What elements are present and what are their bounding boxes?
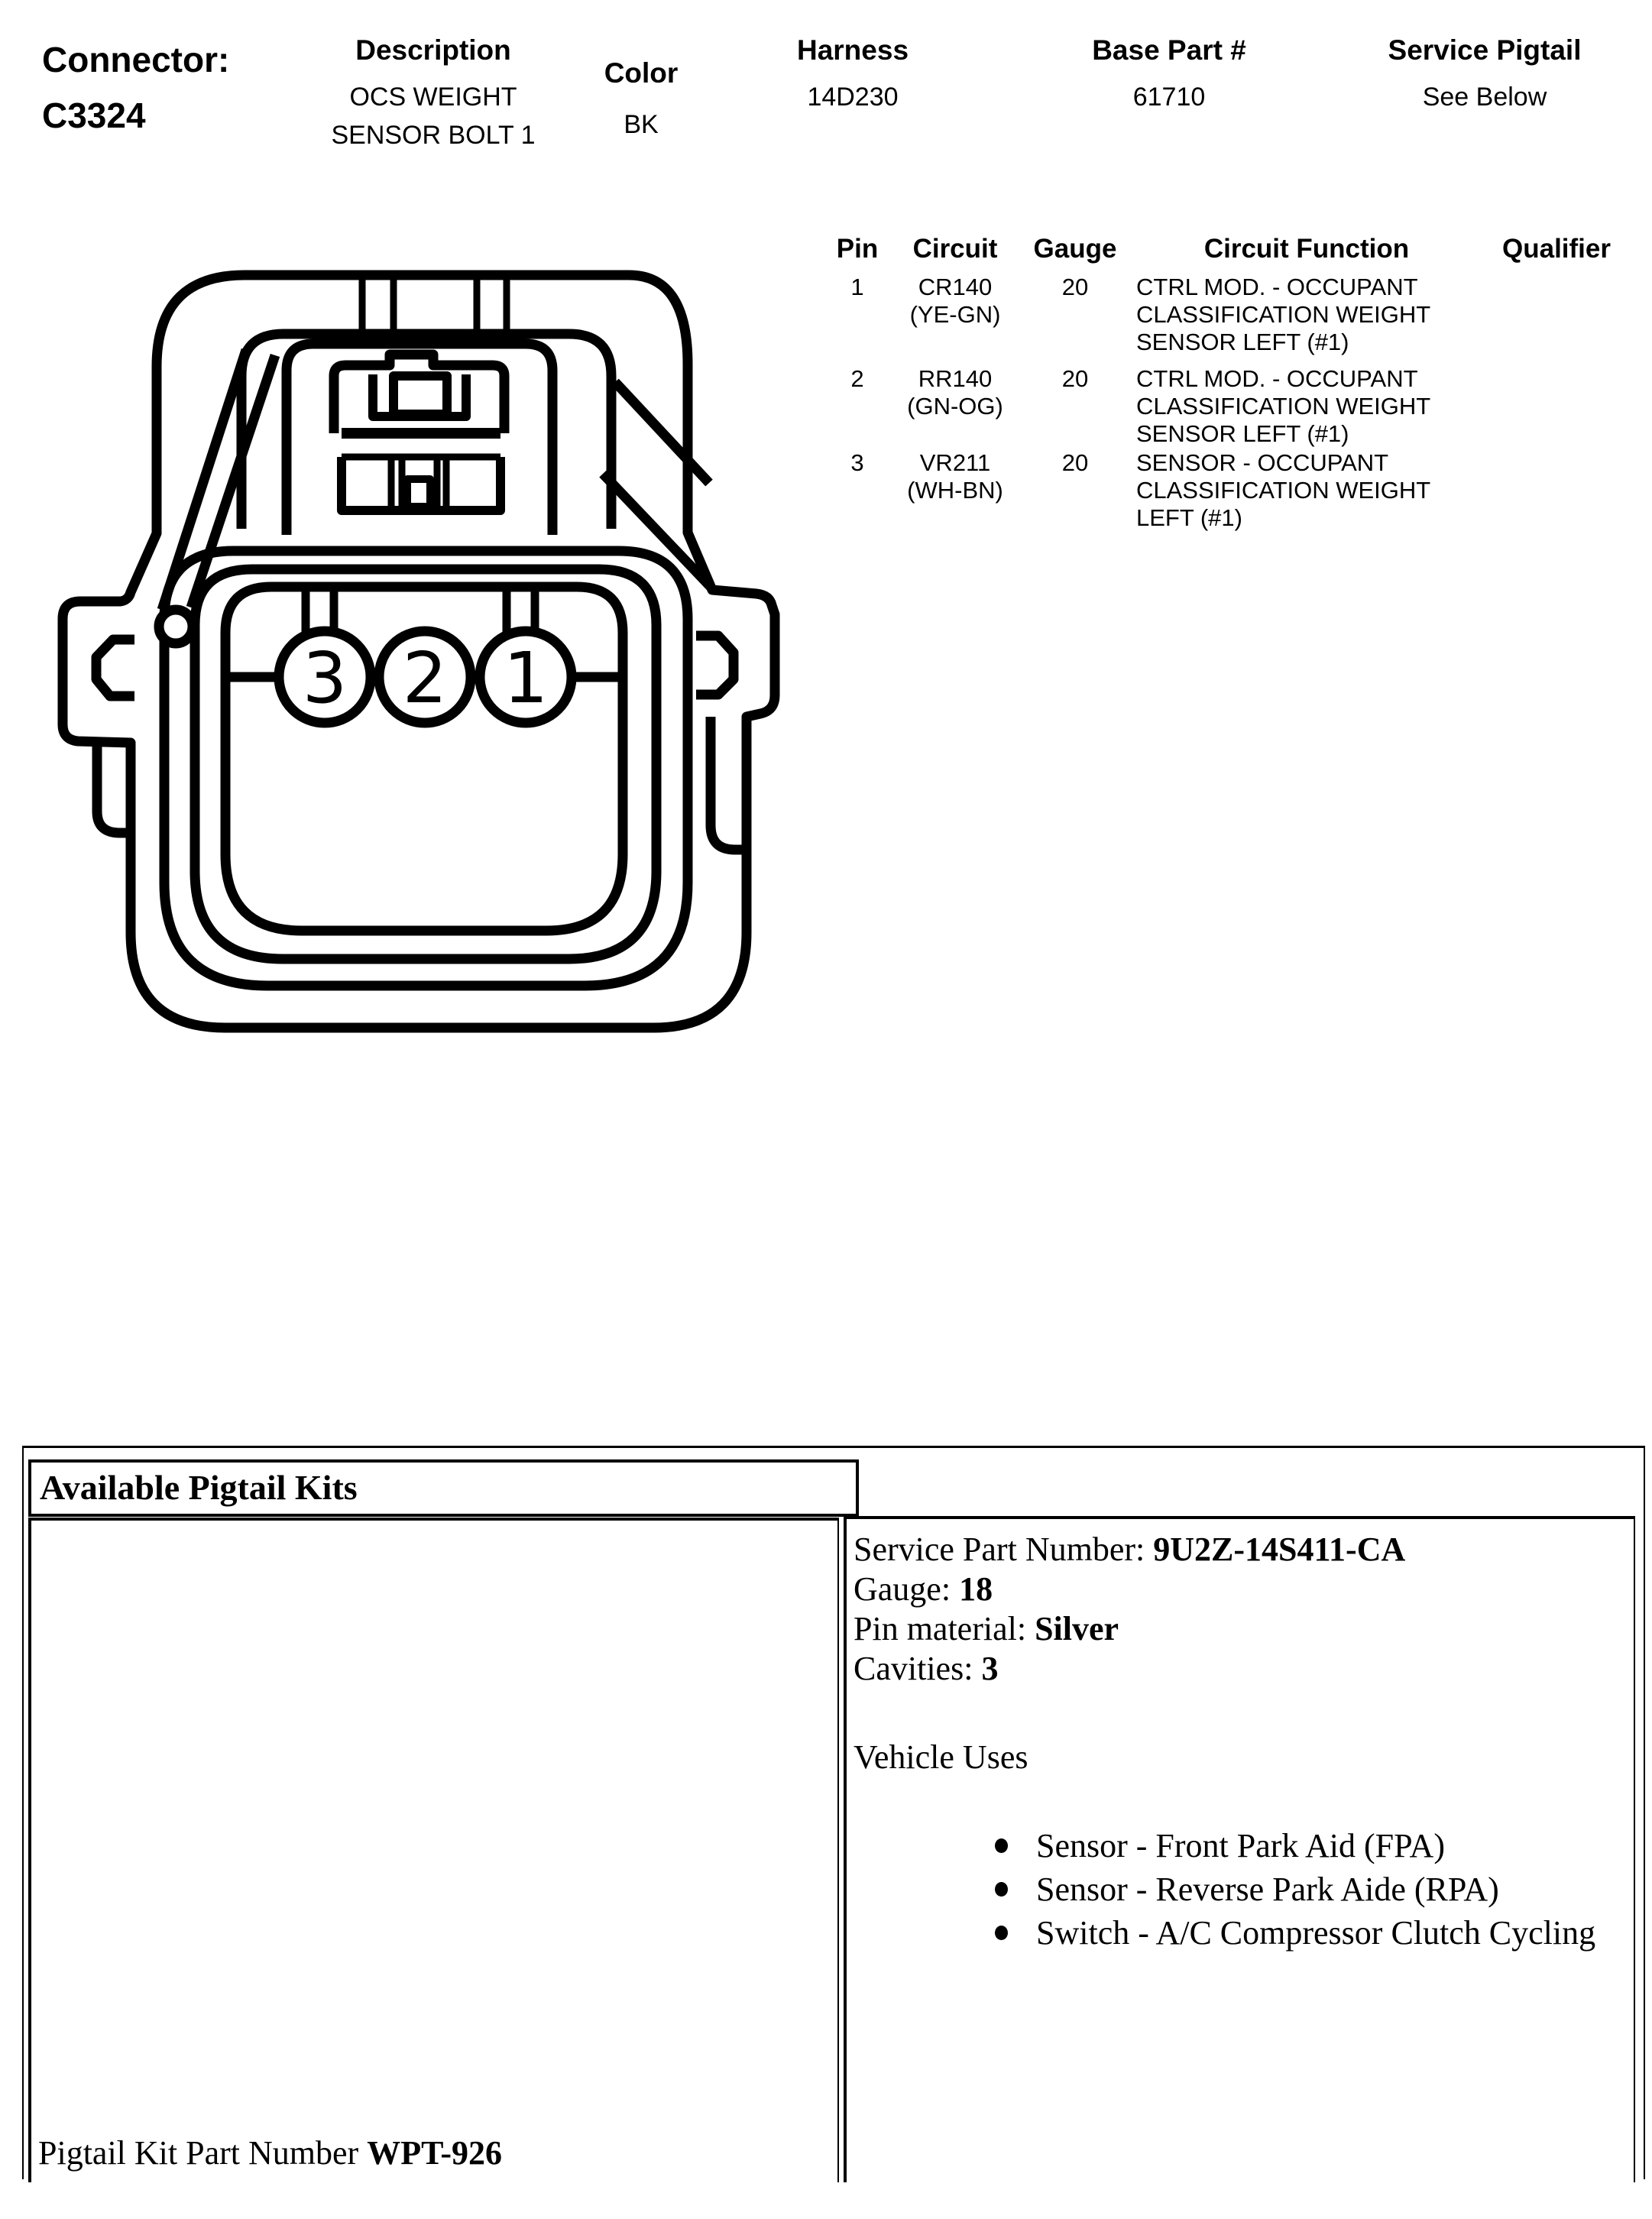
table-row-circuit: VR211 (WH-BN)	[907, 449, 1003, 504]
gauge-value: 18	[959, 1570, 993, 1608]
table-row-gauge: 20	[1061, 449, 1089, 476]
pigtail-table-top-border	[22, 1446, 1645, 1448]
col-header-base-part: Base Part #	[1092, 34, 1246, 66]
cavity-2-label: 2	[402, 637, 448, 719]
col-value-color: BK	[624, 110, 659, 139]
pin-material-value: Silver	[1035, 1610, 1119, 1647]
pin-table-header-circuit: Circuit	[912, 234, 998, 264]
connector-title	[42, 32, 302, 144]
table-row-pin: 1	[850, 274, 864, 300]
service-part-line: Service Part Number: 9U2Z-14S411-CA	[854, 1531, 1406, 1568]
gauge-line: Gauge: 18	[854, 1570, 993, 1608]
col-header-service-pigtail: Service Pigtail	[1388, 34, 1582, 66]
table-row-gauge: 20	[1061, 274, 1089, 300]
table-row-gauge: 20	[1061, 365, 1089, 392]
vehicle-use-item: Sensor - Reverse Park Aide (RPA)	[1036, 1871, 1499, 1908]
pigtail-kits-header: Available Pigtail Kits	[28, 1459, 859, 1517]
col-value-base-part: 61710	[1132, 83, 1206, 112]
lock-channel-window	[407, 479, 430, 507]
table-row-function: CTRL MOD. - OCCUPANT CLASSIFICATION WEIGHT SENSOR LEFT (#1)	[1136, 274, 1431, 355]
table-row-function: SENSOR - OCCUPANT CLASSIFICATION WEIGHT LEFT (#1)	[1136, 449, 1431, 531]
col-value-harness: 14D230	[807, 83, 899, 112]
vehicle-use-item: Sensor - Front Park Aid (FPA)	[1036, 1827, 1445, 1864]
connector-label: Connector:	[42, 40, 230, 79]
service-part-value: 9U2Z-14S411-CA	[1153, 1531, 1406, 1568]
vehicle-uses-title: Vehicle Uses	[854, 1738, 1028, 1776]
col-header-harness: Harness	[796, 34, 909, 66]
bullet-icon	[995, 1882, 1008, 1897]
col-header-description: Description	[355, 34, 511, 66]
pin-table-header-pin: Pin	[836, 234, 879, 264]
pigtail-kit-part-value: WPT-926	[367, 2134, 503, 2172]
pigtail-table-left-border	[22, 1446, 24, 2179]
pigtail-table-right-border	[1644, 1446, 1645, 2179]
col-value-service-pigtail: See Below	[1422, 83, 1547, 112]
cavities-line: Cavities: 3	[854, 1650, 999, 1687]
cavity-3-label: 3	[302, 637, 348, 719]
table-row-pin: 2	[850, 365, 864, 392]
table-row-circuit: RR140 (GN-OG)	[907, 365, 1003, 420]
latch-hook	[159, 610, 193, 643]
pin-material-line: Pin material: Silver	[854, 1610, 1119, 1647]
terminal-lock-window	[394, 376, 447, 414]
bullet-icon	[995, 1926, 1008, 1940]
bullet-icon	[995, 1838, 1008, 1853]
pigtail-kit-cell	[28, 1518, 839, 2182]
col-value-description: OCS WEIGHT SENSOR BOLT 1	[331, 83, 536, 150]
left-side-step	[97, 741, 131, 833]
table-row-function: CTRL MOD. - OCCUPANT CLASSIFICATION WEIGHT SENSOR LEFT (#1)	[1136, 365, 1431, 447]
vehicle-use-item: Switch - A/C Compressor Clutch Cycling	[1036, 1914, 1596, 1952]
cavity-1-label: 1	[503, 637, 549, 719]
col-header-color: Color	[604, 57, 679, 89]
table-row-pin: 3	[850, 449, 864, 476]
connector-face-diagram	[46, 260, 821, 1039]
pin-table-header-qualifier: Qualifier	[1502, 234, 1611, 264]
table-row-circuit: CR140 (YE-GN)	[909, 274, 1001, 328]
pin-table-header-gauge: Gauge	[1033, 234, 1117, 264]
pin-table-header-function: Circuit Function	[1203, 234, 1410, 264]
cavities-value: 3	[981, 1650, 999, 1687]
pigtail-kit-part-line: Pigtail Kit Part Number WPT-926	[38, 2134, 503, 2172]
connector-id: C3324	[42, 96, 146, 135]
